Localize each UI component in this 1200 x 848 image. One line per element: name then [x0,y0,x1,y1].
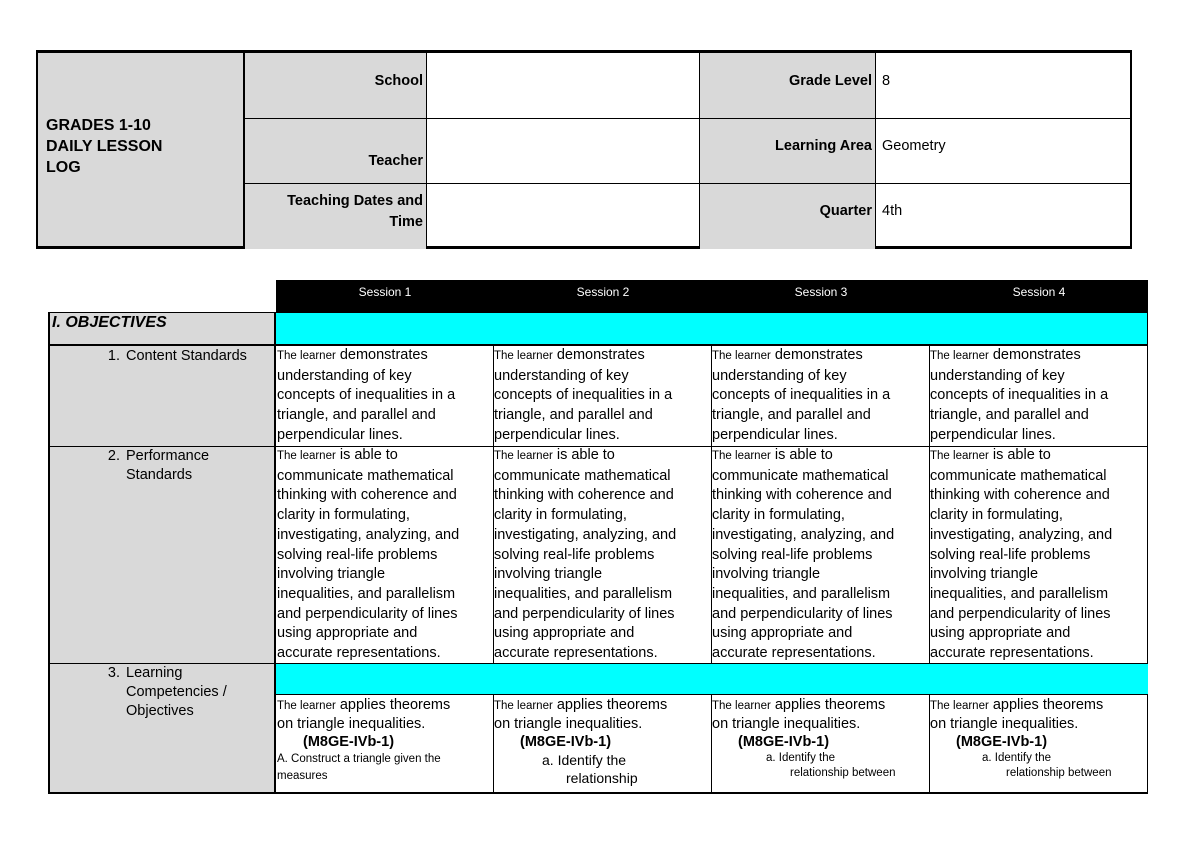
cell-line: using appropriate and [494,625,635,642]
performance-standards-session-4 [930,446,1146,664]
cell-line: accurate representations. [494,645,658,662]
school-field[interactable] [427,53,699,118]
objective-line: a. Identify the [766,752,836,764]
cell-line: thinking with coherence and [494,487,674,504]
competency-code: (M8GE-IVb-1) [738,734,830,750]
learner-prefix: The learner [277,700,336,712]
quarter-label [700,183,875,249]
cell-line: and perpendicularity of lines [494,605,675,622]
cell-line: perpendicular lines. [277,426,403,443]
cell-line: triangle, and parallel and [712,407,871,424]
learner-prefix: The learner [712,700,771,712]
cell-line: perpendicular lines. [930,426,1056,443]
header-divider [875,53,876,246]
session-2-header: Session 2 [576,285,630,299]
content-standards-session-2 [494,346,710,446]
cell-line: using appropriate and [712,625,853,642]
quarter-value: 4th [882,203,903,219]
cell-line: concepts of inequalities in a [930,387,1109,404]
objective-line: measures [277,770,328,782]
competency-code: (M8GE-IVb-1) [520,734,612,750]
teaching-dates-label-line-1: Teaching Dates and [287,193,423,209]
cell-line: on triangle inequalities. [277,716,426,732]
form-title-line-1: GRADES 1-10 [46,117,151,134]
learner-prefix: The learner [494,450,553,462]
cell-line: inequalities, and parallelism [494,585,673,602]
header-divider [245,183,1130,184]
grade-level-label-text: Grade Level [788,73,872,89]
competency-code: (M8GE-IVb-1) [303,734,395,750]
cell-line: understanding of key [712,367,847,384]
cell-line: applies theorems [770,697,886,713]
objective-line: A. Construct a triangle given the [277,753,441,765]
cell-line: inequalities, and parallelism [712,585,891,602]
cell-line: on triangle inequalities. [930,716,1079,732]
cell-line: solving real-life problems [277,546,438,563]
cell-line: thinking with coherence and [712,487,892,504]
grade-level-field[interactable] [876,53,1130,118]
cell-line: thinking with coherence and [930,487,1110,504]
cell-line: demonstrates [988,347,1081,363]
cell-line: communicate mathematical [930,467,1107,484]
row-label-column [50,346,276,792]
content-standards-text: Content Standards [126,348,247,364]
performance-standards-session-3 [712,446,928,664]
learner-prefix: The learner [494,700,553,712]
cell-line: perpendicular lines. [494,426,620,443]
lesson-log-header-table [36,50,1132,249]
form-title-line-3: LOG [46,159,81,176]
cell-line: thinking with coherence and [277,487,457,504]
cell-line: is able to [552,447,615,463]
learner-prefix: The learner [277,350,336,362]
learning-area-label [700,118,875,183]
cell-line: accurate representations. [712,645,876,662]
content-standards-session-4 [930,346,1146,446]
cell-line: clarity in formulating, [277,507,410,524]
teacher-field[interactable] [427,118,699,183]
cell-line: is able to [335,447,398,463]
teaching-dates-field[interactable] [427,183,699,249]
cell-line: clarity in formulating, [494,507,627,524]
learning-area-value: Geometry [882,138,946,154]
objective-line: relationship between [1006,767,1112,779]
school-label-text: School [374,73,423,89]
learning-competencies-number: 3. [107,665,120,681]
cell-line: using appropriate and [277,625,418,642]
cell-line: involving triangle [277,566,386,583]
cell-line: inequalities, and parallelism [930,585,1109,602]
cell-line: concepts of inequalities in a [712,387,891,404]
learning-competencies-line-2: Competencies / [126,684,227,700]
cell-line: triangle, and parallel and [494,407,653,424]
objectives-highlight-bar [276,313,1148,344]
teacher-label-text: Teacher [368,153,423,169]
cell-line: concepts of inequalities in a [494,387,673,404]
session-4-header: Session 4 [1012,285,1066,299]
teaching-dates-label-line-2: Time [389,214,423,230]
performance-standards-line-1: Performance [126,448,210,464]
cell-line: understanding of key [277,367,412,384]
cell-line: communicate mathematical [494,467,671,484]
cell-line: demonstrates [335,347,428,363]
cell-line: and perpendicularity of lines [277,605,458,622]
session-1-header: Session 1 [358,285,412,299]
performance-standards-number: 2. [107,448,120,464]
learner-prefix: The learner [712,350,771,362]
cell-line: using appropriate and [930,625,1071,642]
performance-standards-session-2 [494,446,710,664]
teacher-label [245,118,426,183]
cell-line: investigating, analyzing, and [277,526,460,543]
header-divider [699,53,700,246]
cell-line: on triangle inequalities. [712,716,861,732]
cell-line: accurate representations. [277,645,441,662]
competency-code: (M8GE-IVb-1) [956,734,1048,750]
learner-prefix: The learner [930,700,989,712]
objectives-heading: I. OBJECTIVES [48,313,276,344]
content-standards-number: 1. [107,348,120,364]
teaching-dates-label [245,183,426,249]
cell-line: communicate mathematical [277,467,454,484]
learner-prefix: The learner [494,350,553,362]
cell-line: involving triangle [494,566,603,583]
competencies-session-2 [494,696,710,787]
cell-line: and perpendicularity of lines [930,605,1111,622]
learning-area-label-text: Learning Area [775,138,872,154]
cell-line: and perpendicularity of lines [712,605,893,622]
objective-line: a. Identify the [542,752,627,768]
cell-line: perpendicular lines. [712,426,838,443]
cell-line: understanding of key [494,367,629,384]
competencies-session-3 [712,696,928,781]
grade-level-value: 8 [882,73,891,89]
objective-line: relationship [566,770,638,786]
learner-prefix: The learner [930,350,989,362]
form-title-line-2: DAILY LESSON [46,138,163,155]
cell-line: solving real-life problems [930,546,1091,563]
cell-line: demonstrates [552,347,645,363]
quarter-label-text: Quarter [819,203,872,219]
cell-line: accurate representations. [930,645,1094,662]
session-3-header: Session 3 [794,285,848,299]
cell-line: concepts of inequalities in a [277,387,456,404]
school-label [245,53,426,118]
header-divider [244,53,245,246]
learning-competencies-text [126,664,276,721]
cell-line: clarity in formulating, [930,507,1063,524]
learner-prefix: The learner [930,450,989,462]
learning-area-field[interactable] [876,118,1130,183]
cell-line: solving real-life problems [494,546,655,563]
objectives-grid [48,346,1148,794]
content-standards-session-1 [277,346,493,446]
cell-line: investigating, analyzing, and [930,526,1113,543]
content-standards-session-3 [712,346,928,446]
cell-line: demonstrates [770,347,863,363]
cell-line: applies theorems [988,697,1104,713]
form-title [38,53,244,246]
cell-line: applies theorems [335,697,451,713]
cell-line: understanding of key [930,367,1065,384]
competencies-session-4 [930,696,1146,781]
objective-line: a. Identify the [982,752,1052,764]
cell-line: applies theorems [552,697,668,713]
competencies-highlight-bar [276,664,1148,695]
learner-prefix: The learner [712,450,771,462]
grade-level-label [700,53,875,118]
cell-line: clarity in formulating, [712,507,845,524]
header-divider [426,53,427,246]
quarter-field[interactable] [876,183,1130,249]
cell-line: solving real-life problems [712,546,873,563]
cell-line: investigating, analyzing, and [712,526,895,543]
header-divider [245,118,1130,119]
cell-line: on triangle inequalities. [494,716,643,732]
cell-line: communicate mathematical [712,467,889,484]
learning-competencies-line-1: Learning [126,665,183,681]
learner-prefix: The learner [277,450,336,462]
cell-line: triangle, and parallel and [277,407,436,424]
objective-line: relationship between [790,767,896,779]
learning-competencies-line-3: Objectives [126,703,194,719]
competencies-session-1 [277,696,493,785]
session-header-row [276,280,1148,312]
objectives-row [48,312,1148,346]
performance-standards-text [126,447,276,485]
cell-line: is able to [988,447,1051,463]
performance-standards-line-2: Standards [126,467,193,483]
cell-line: investigating, analyzing, and [494,526,677,543]
cell-line: involving triangle [712,566,821,583]
cell-line: is able to [770,447,833,463]
cell-line: triangle, and parallel and [930,407,1089,424]
performance-standards-session-1 [277,446,493,664]
cell-line: inequalities, and parallelism [277,585,456,602]
cell-line: involving triangle [930,566,1039,583]
